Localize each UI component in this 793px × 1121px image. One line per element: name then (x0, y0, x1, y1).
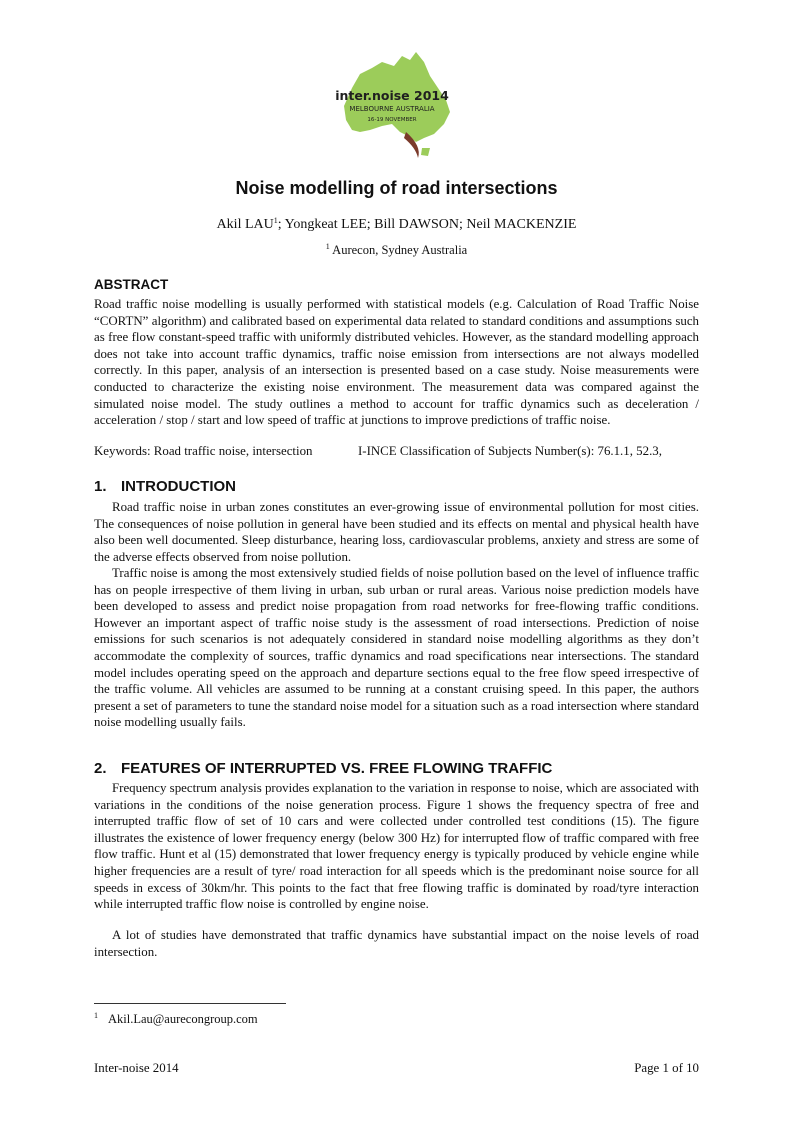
footnote-number: 1 (94, 1011, 98, 1020)
logo-title-text: inter.noise 2014 (335, 88, 449, 103)
other-authors: ; Yongkeat LEE; Bill DAWSON; Neil MACKENZIE (277, 217, 577, 232)
section-heading-features (94, 760, 552, 777)
affiliation-text: Aurecon, Sydney Australia (329, 243, 468, 257)
section-title: INTRODUCTION (121, 478, 236, 495)
abstract-text: Road traffic noise modelling is usually performed with statistical models (e.g. Calculation of Road Traffic Noise “CORTN” algorithm) and calibrated based on experimental data related to standard conditions and assumptions such as free flow constant-speed traffic with uniformly distributed vehicles. However, as the standard modelling approach does not take into account traffic dynamics, traffic noise emission from intersections are not always modelled correctly. In this paper, analysis of an intersection is presented based on a case study. Noise measurements were conducted to characterize the existing noise environment. The measurement data was compared against the simulated noise model. The study outlines a method to account for traffic dynamics such as deceleration / acceleration / stop / start and low speed of traffic at junctions to improve predictions of traffic noise. (94, 297, 699, 428)
first-author: Akil LAU (216, 217, 274, 232)
footer-conference: Inter-noise 2014 (94, 1061, 179, 1075)
section-title: FEATURES OF INTERRUPTED VS. FREE FLOWING TRAFFIC (121, 760, 553, 777)
keywords: Keywords: Road traffic noise, intersection (94, 444, 313, 458)
footnote-email: Akil.Lau@aurecongroup.com (108, 1012, 258, 1026)
paragraph: Frequency spectrum analysis provides explanation to the variation in response to noise, which are associated with variations in the conditions of the noise generation process. Figure 1 shows the frequency spectra of free and interrupted traffic flow of set of 10 cars and were collected under controlled test conditions (15). The figure illustrates the existence of lower frequency energy (below 300 Hz) for interrupted flow of traffic compared with free flow traffic. Hunt et al (15) demonstrated that lower frequency energy is typically produced by vehicle engine while higher frequencies are a result of tyre/ road interaction for all speeds which is the predominant noise source for all speeds in excess of 30km/hr. This points to the fact that free flowing traffic is dominated by road/tyre interaction while interrupted traffic flow noise is controlled by engine noise. (94, 781, 699, 912)
paper-title: Noise modelling of road intersections (235, 178, 558, 198)
keywords-line (94, 443, 699, 460)
author-affiliation-marker: 1 (273, 216, 278, 225)
section-number: 2. (94, 760, 107, 777)
paragraph: A lot of studies have demonstrated that traffic dynamics have substantial impact on the noise levels of road intersection. (94, 928, 699, 959)
section-heading-introduction (94, 478, 236, 495)
conference-logo (330, 48, 454, 164)
affiliation (0, 243, 793, 258)
section-number: 1. (94, 478, 107, 495)
logo-city-text: MELBOURNE AUSTRALIA (349, 105, 435, 113)
footer-page-number: Page 1 of 10 (634, 1061, 699, 1075)
affiliation-marker: 1 (325, 242, 330, 251)
footnote-divider (94, 1003, 286, 1004)
logo-dates-text: 16-19 NOVEMBER (367, 117, 417, 123)
paragraph: Traffic noise is among the most extensively studied fields of noise pollution based on the level of influence traffic has on people irrespective of them living in urban, sub urban or rural areas. Various noise prediction models have been developed to assess and predict noise propagation from road networks for free-flowing traffic conditions. However an important aspect of traffic noise study is the assessment of road intersections. Prediction of noise emissions for such scenarios is not adequately considered in standard noise modelling algorithms as they don’t accommodate the complexity of sources, traffic dynamics and road specifications near intersections. The standard model includes operating speed on the approach and departure sections equal to the free flow speed irrespective of the traffic volume. All vehicles are assumed to be running at a constant cruising speed. In this paper, the authors present a set of parameters to tune the standard noise model for a situation such as a road intersection where standard noise modelling usually fails. (94, 566, 699, 730)
tasmania-shape (421, 148, 430, 156)
paragraph: Road traffic noise in urban zones constitutes an ever-growing issue of environmental pollution for most cities. The consequences of noise pollution in general have been studied and its effects on mental and physical health have also been well documented. Sleep disturbance, hearing loss, cardiovascular problems, anxiety and stress are some of the adverse effects observed from noise pollution. (94, 500, 699, 564)
footnote (94, 1012, 258, 1027)
abstract-heading: ABSTRACT (94, 277, 169, 292)
author-list (0, 217, 793, 233)
ince-classification: I-INCE Classification of Subjects Number(s): 76.1.1, 52.3, (358, 444, 662, 458)
